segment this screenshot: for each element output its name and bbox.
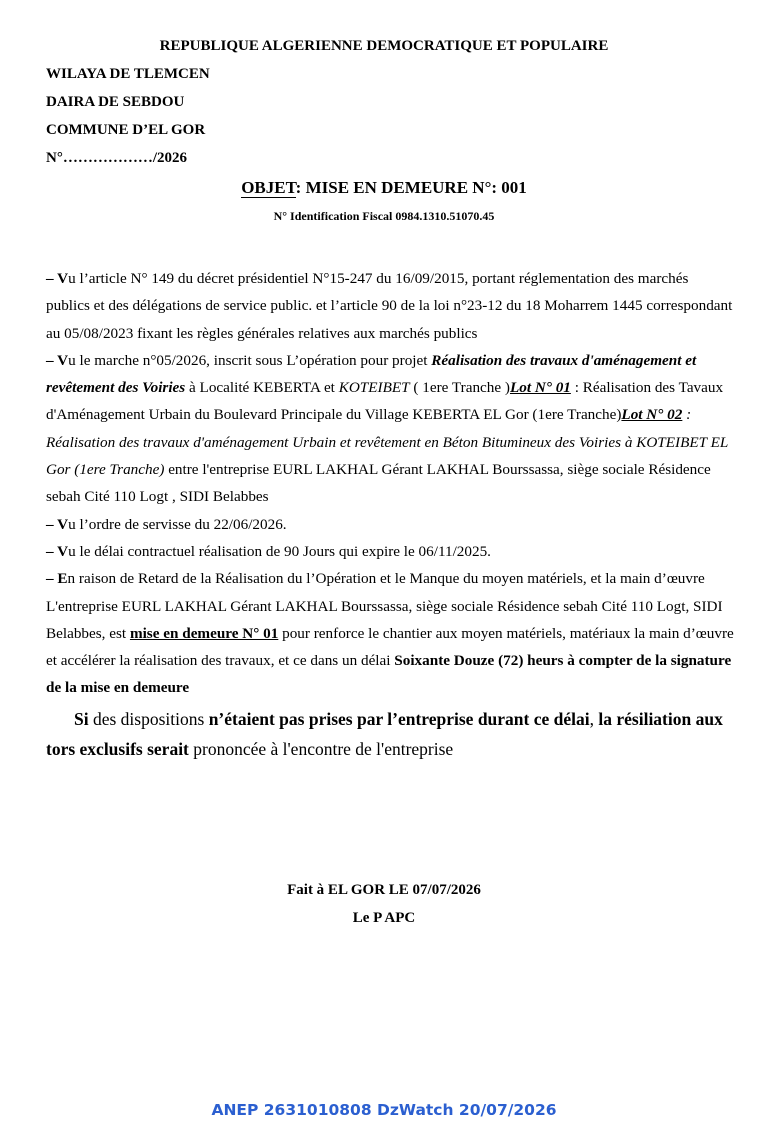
paragraph-retard: – En raison de Retard de la Réalisation du l’Opération et le Manque du moyen matériels, et la main d’œuvre [46,570,705,588]
lot-2-label: Lot N° 02 [621,406,683,424]
paragraph-delai: – Vu le délai contractuel réalisation de 90 Jours qui expire le 06/11/2025. [46,542,491,560]
document-body [46,265,736,764]
paragraph-mise-en-demeure: L'entreprise EURL LAKHAL Gérant LAKHAL Bourssassa, siège sociale Résidence sebah Cité 110 Logt, SIDI Belabbes, est mise en demeure N° 01 pour renforce le chantier aux moyen matériels, matériaux la main d’œuvre et accélérer la réalisation des travaux, et ce dans un délai Soixante Douze (72) heurs à compter de la signature de la mise en demeure [46,597,734,697]
header-commune: COMMUNE D’EL GOR [46,122,206,138]
paragraph-article: – Vu l’article N° 149 du décret présidentiel N°15-247 du 16/09/2015, portant réglementation des marchés publics et des délégations de service public. et l’article 90 de la loi n°23-12 du 18 Moharrem 1445 correspondant au 05/08/2023 fixant les règles générales relatives aux marchés publics [46,270,733,342]
objet-label: OBJET [241,178,296,197]
paragraph-ordre-service: – Vu l’ordre de servisse du 22/06/2026. [46,515,287,533]
header-daira: DAIRA DE SEBDOU [46,94,185,110]
footer-source: ANEP 2631010808 DzWatch 20/07/2026 [211,1101,557,1119]
paragraph-marche: – Vu le marche n°05/2026, inscrit sous L’opération pour projet Réalisation des travaux d'aménagement et revêtement des Voiries à Localité KEBERTA et KOTEIBET ( 1ere Tranche )Lot N° 01 : Réalisation des Tavaux d'Aménagement Urbain du Boulevard Principale du Village KEBERTA EL Gor (1ere Tranche)Lot N° 02 : Réalisation des travaux d'aménagement Urbain et revêtement en Béton Bitumineux des Voiries à KOTEIBET EL Gor (1ere Tranche) entre l'entreprise EURL LAKHAL Gérant LAKHAL Bourssassa, siège sociale Résidence sebah Cité 110 Logt , SIDI Belabbes [46,351,729,506]
header-republique: REPUBLIQUE ALGERIENNE DEMOCRATIQUE ET POPULAIRE [159,38,609,54]
signature-place-date: Fait à EL GOR LE 07/07/2026 [287,882,481,898]
header-wilaya: WILAYA DE TLEMCEN [46,66,210,82]
objet-text: : MISE EN DEMEURE N°: 001 [295,178,527,197]
header-numero: N°………………/2026 [46,150,187,166]
paragraph-resiliation: Si des dispositions n’étaient pas prises par l’entreprise durant ce délai, la résiliation aux tors exclusifs serait prononcée à l'encontre de l'entreprise [46,708,723,759]
signature-role: Le P APC [352,910,416,926]
lot-1-label: Lot N° 01 [509,379,571,397]
objet-title [0,178,768,198]
fiscal-identification: N° Identification Fiscal 0984.1310.51070.45 [273,209,495,223]
